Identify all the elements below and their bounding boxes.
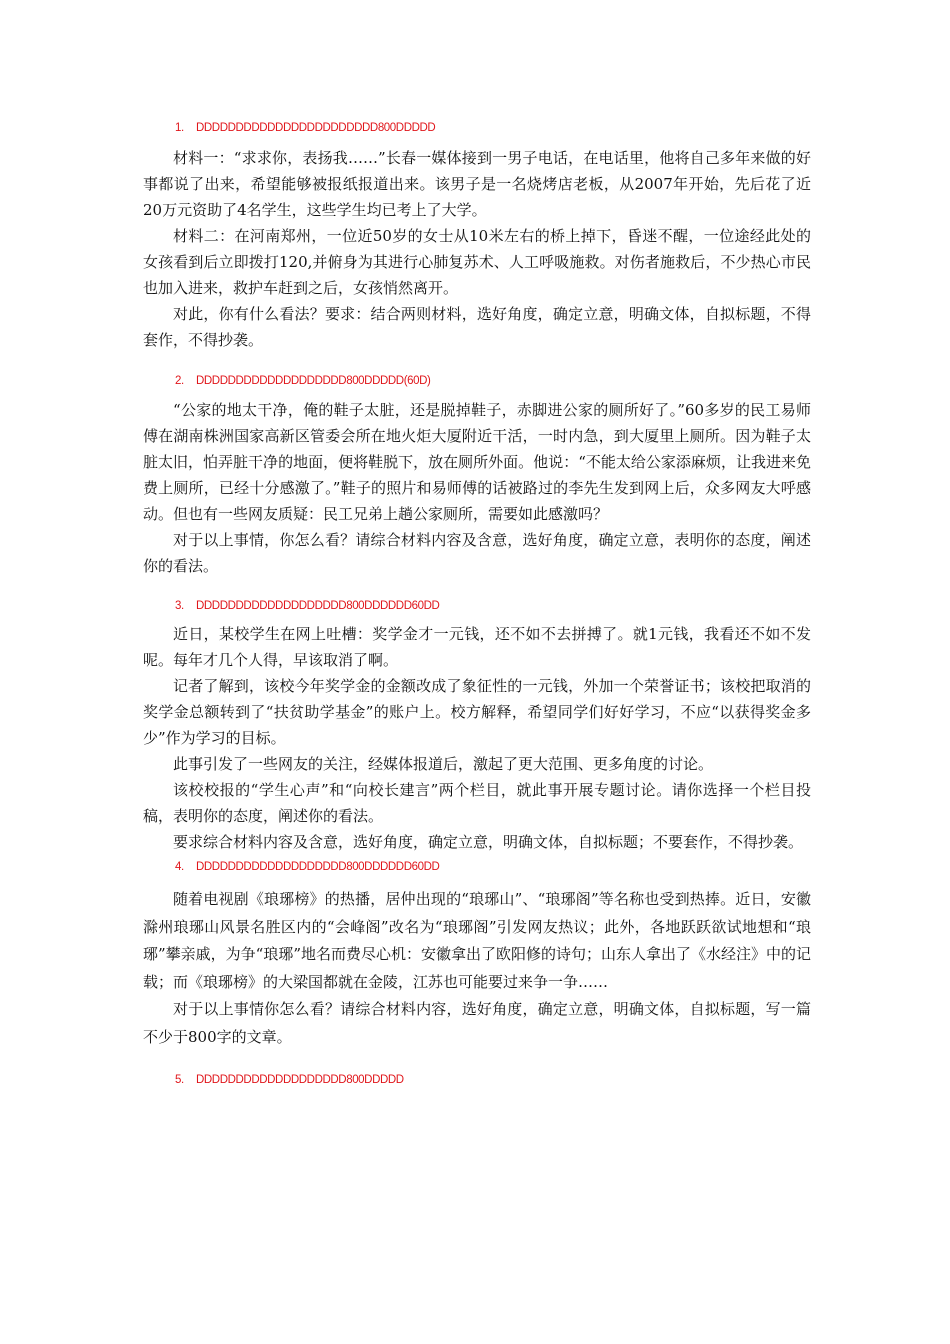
question-heading — [143, 857, 811, 877]
question-number: 3. — [175, 600, 184, 612]
question-3 — [143, 596, 811, 855]
paragraph: 此事引发了一些网友的关注，经媒体报道后，激起了更大范围、更多角度的讨论。 — [173, 755, 714, 773]
paragraph: 对此，你有什么看法？要求：结合两则材料，选好角度，确定立意，明确文体，自拟标题，不得套作，不得抄袭。 — [143, 305, 811, 349]
question-4 — [143, 857, 811, 1051]
paragraph: 随着电视剧《琅琊榜》的热播，居仲出现的“琅琊山”、“琅琊阁”等名称也受到热捧。近日，安徽滁州琅琊山风景名胜区内的“会峰阁”改名为“琅琊阁”引发网友热议；此外，各地跃跃欲试地想和“琅琊”攀亲戚，为争“琅琊”地名而费尽心机：安徽拿出了欧阳修的诗句；山东人拿出了《水经注》中的记载；而《琅琊榜》的大梁国都就在金陵，江苏也可能要过来争一争…… — [143, 890, 812, 991]
paragraph: 材料二：在河南郑州，一位近50岁的女士从10米左右的桥上掉下，昏迷不醒，一位途经此处的女孩看到后立即拨打120,并俯身为其进行心肺复苏术、人工呼吸施救。对伤者施救后，不少热心市民也加入进来，救护车赶到之后，女孩悄然离开。 — [143, 227, 811, 297]
paragraph: 要求综合材料内容及含意，选好角度，确定立意，明确文体，自拟标题；不要套作，不得抄袭。 — [173, 833, 804, 851]
paragraph: 对于以上事情你怎么看？请综合材料内容，选好角度，确定立意，明确文体，自拟标题，写一篇不少于800字的文章。 — [143, 1000, 811, 1046]
question-1 — [143, 118, 811, 353]
question-5 — [143, 1070, 811, 1090]
question-title: DDDDDDDDDDDDDDDDDDDDDDD800DDDDD — [196, 122, 436, 134]
question-number: 2. — [175, 375, 184, 387]
question-heading — [143, 118, 811, 138]
paragraph: 对于以上事情，你怎么看？请综合材料内容及含意，选好角度，确定立意，表明你的态度，阐述你的看法。 — [143, 531, 811, 575]
question-heading — [143, 371, 811, 391]
question-number: 5. — [175, 1074, 184, 1086]
question-title: DDDDDDDDDDDDDDDDDDD800DDDDDD60DD — [196, 600, 440, 612]
question-number: 1. — [175, 122, 184, 134]
question-title: DDDDDDDDDDDDDDDDDDD800DDDDD(60D) — [196, 375, 431, 387]
paragraph: 材料一：“求求你，表扬我……”长春一媒体接到一男子电话，在电话里，他将自己多年来做的好事都说了出来，希望能够被报纸报道出来。该男子是一名烧烤店老板，从2007年开始，先后花了近20万元资助了4名学生，这些学生均已考上了大学。 — [143, 149, 811, 219]
paragraph: 记者了解到，该校今年奖学金的金额改成了象征性的一元钱，外加一个荣誉证书；该校把取消的奖学金总额转到了“扶贫助学基金”的账户上。校方解释，希望同学们好好学习，不应“以获得奖金多少”作为学习的目标。 — [143, 677, 811, 747]
question-2 — [143, 371, 811, 579]
question-number: 4. — [175, 861, 184, 873]
question-heading — [143, 596, 811, 616]
question-title: DDDDDDDDDDDDDDDDDDD800DDDDDD60DD — [196, 861, 440, 873]
question-title: DDDDDDDDDDDDDDDDDDD800DDDDD — [196, 1074, 404, 1086]
document-content — [143, 118, 811, 1090]
question-heading — [143, 1070, 811, 1090]
paragraph: 该校校报的“学生心声”和“向校长建言”两个栏目，就此事开展专题讨论。请你选择一个栏目投稿，表明你的态度，阐述你的看法。 — [143, 781, 811, 825]
paragraph: “公家的地太干净，俺的鞋子太脏，还是脱掉鞋子，赤脚进公家的厕所好了。”60多岁的民工易师傅在湖南株洲国家高新区管委会所在地火炬大厦附近干活，一时内急，到大厦里上厕所。因为鞋子太脏太旧，怕弄脏干净的地面，便将鞋脱下，放在厕所外面。他说：“不能太给公家添麻烦，让我进来免费上厕所，已经十分感激了。”鞋子的照片和易师傅的话被路过的李先生发到网上后，众多网友大呼感动。但也有一些网友质疑：民工兄弟上趟公家厕所，需要如此感激吗？ — [143, 401, 811, 523]
paragraph: 近日，某校学生在网上吐槽：奖学金才一元钱，还不如不去拼搏了。就1元钱，我看还不如不发呢。每年才几个人得，早该取消了啊。 — [143, 625, 811, 669]
